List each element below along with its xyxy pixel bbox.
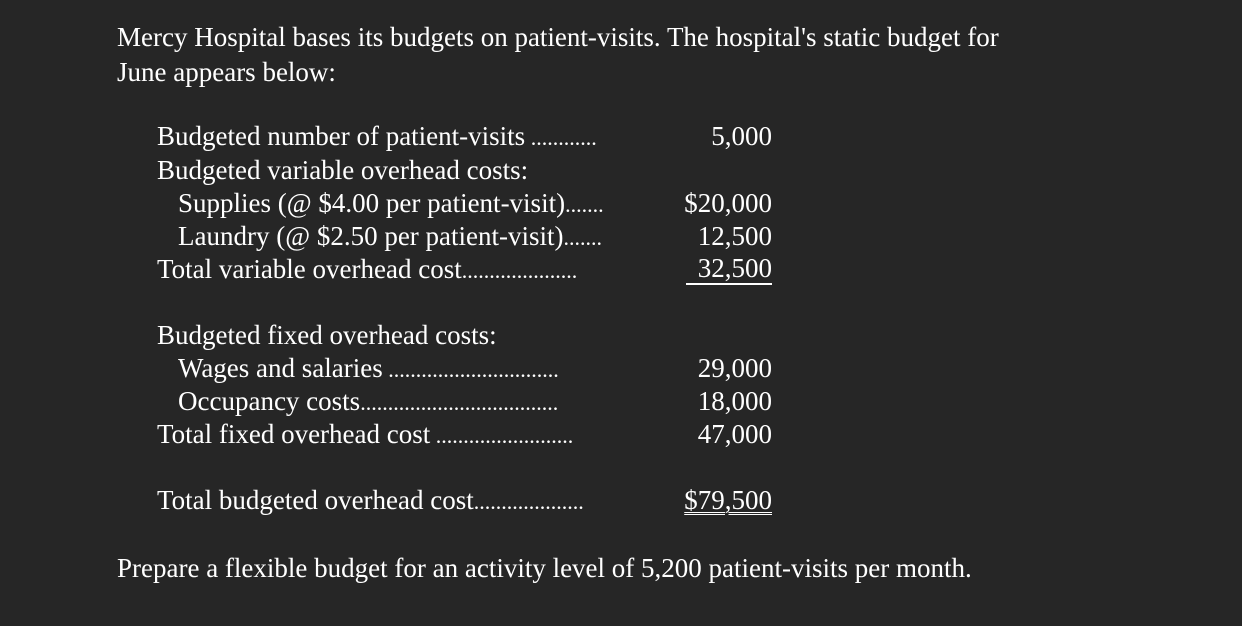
row-label: Occupancy costs.................................... <box>178 386 559 416</box>
section-label: Budgeted variable overhead costs: <box>157 155 529 185</box>
row-occupancy <box>0 385 1242 418</box>
section-header-fixed <box>0 319 1242 352</box>
intro-line-2: June appears below: <box>117 57 336 87</box>
row-label: Supplies (@ $4.00 per patient-visit)....... <box>178 188 604 218</box>
row-value: 29,000 <box>697 353 772 383</box>
row-total-fixed <box>0 418 1242 451</box>
row-wages <box>0 352 1242 385</box>
row-label: Total budgeted overhead cost.................... <box>157 485 584 515</box>
row-label: Budgeted number of patient-visits ............ <box>157 121 597 151</box>
row-patient-visits <box>0 120 1242 153</box>
closing-instruction: Prepare a flexible budget for an activity level of 5,200 patient-visits per month. <box>117 553 972 583</box>
row-value: 32,500 <box>686 253 772 285</box>
row-value: 5,000 <box>711 121 772 151</box>
row-value: 47,000 <box>697 419 772 449</box>
row-label: Total variable overhead cost..................... <box>157 254 578 284</box>
section-header-variable <box>0 154 1242 187</box>
row-label: Wages and salaries ............................... <box>178 353 559 383</box>
row-laundry <box>0 220 1242 253</box>
row-value: $20,000 <box>684 188 772 218</box>
intro-line-1: Mercy Hospital bases its budgets on patient-visits. The hospital's static budget for <box>117 22 999 52</box>
row-label: Total fixed overhead cost ......................... <box>157 419 574 449</box>
section-label: Budgeted fixed overhead costs: <box>157 320 497 350</box>
row-total-budgeted <box>0 484 1242 517</box>
row-value: $79,500 <box>684 485 772 515</box>
row-value: 18,000 <box>697 386 772 416</box>
row-label: Laundry (@ $2.50 per patient-visit)....... <box>178 221 603 251</box>
row-value: 12,500 <box>697 221 772 251</box>
row-total-variable <box>0 253 1242 286</box>
intro-paragraph <box>117 20 1117 90</box>
row-supplies <box>0 187 1242 220</box>
